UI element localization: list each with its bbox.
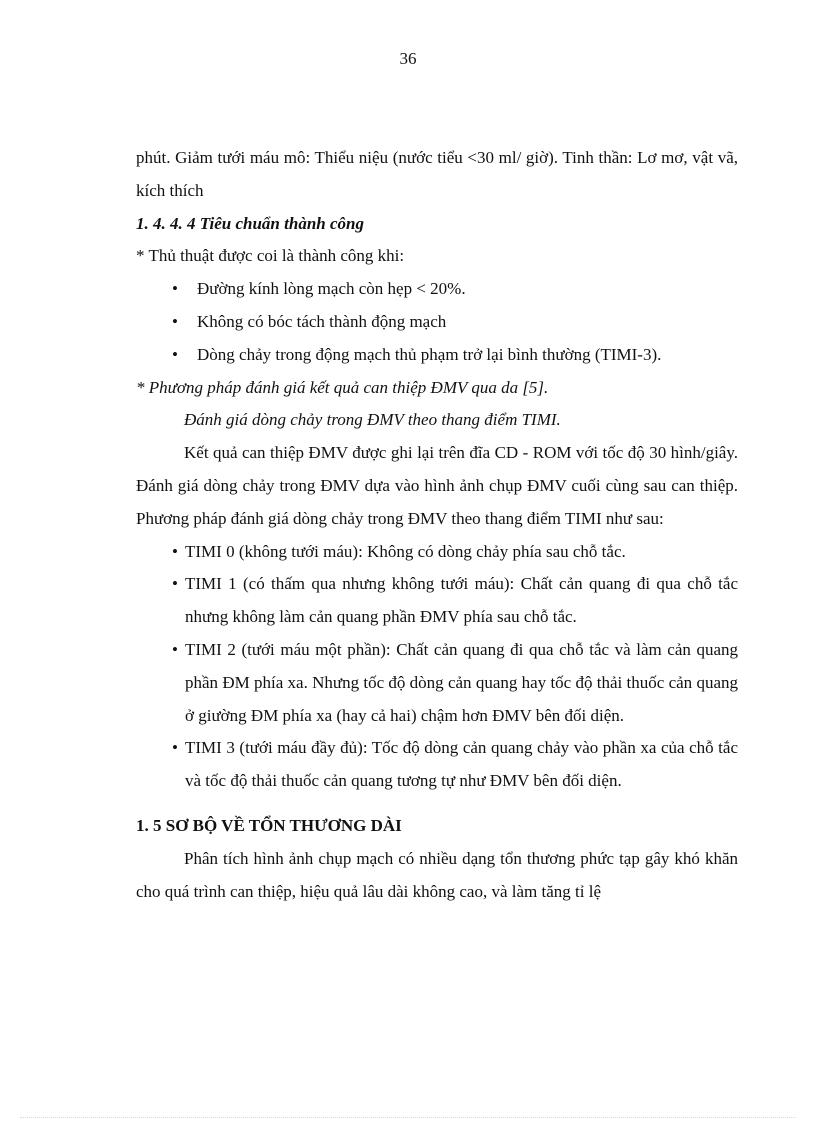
list-item: • TIMI 2 (tưới máu một phần): Chất cản quang đi qua chỗ tắc và làm cản quang phần ĐM phía xa. Nhưng tốc độ dòng cản quang hay tốc độ thải thuốc cản quang ở giường ĐM phía xa (hay cả hai) chậm hơn ĐMV bên đối diện. [172,634,738,732]
timi-grades-list [136,536,738,798]
success-criteria-list [136,273,738,371]
list-item: • Không có bóc tách thành động mạch [172,306,738,339]
timi-subtitle: Đánh giá dòng chảy trong ĐMV theo thang điểm TIMI. [184,410,561,430]
document-body [136,142,738,908]
timi-paragraph: Kết quả can thiệp ĐMV được ghi lại trên đĩa CD - ROM với tốc độ 30 hình/giây. Đánh giá dòng chảy trong ĐMV dựa vào hình ảnh chụp ĐMV cuối cùng sau can thiệp. Phương pháp đánh giá dòng chảy trong ĐMV theo thang điểm TIMI như sau: [136,443,738,528]
list-item: • Đường kính lòng mạch còn hẹp < 20%. [172,273,738,306]
section-heading-1-4-4-4: 1. 4. 4. 4 Tiêu chuẩn thành công [136,213,364,233]
page-number: 36 [399,49,417,68]
paragraph-continued: phút. Giảm tưới máu mô: Thiểu niệu (nước tiểu <30 ml/ giờ). Tinh thần: Lơ mơ, vật vã, kích thích [136,148,738,200]
footer-divider [20,1117,796,1118]
section-1-5-paragraph: Phân tích hình ảnh chụp mạch có nhiều dạng tổn thương phức tạp gây khó khăn cho quá trình can thiệp, hiệu quả lâu dài không cao, và làm tăng tỉ lệ [136,848,738,901]
list-item: • TIMI 1 (có thấm qua nhưng không tưới máu): Chất cản quang đi qua chỗ tắc nhưng không làm cản quang phần ĐMV phía sau chỗ tắc. [172,568,738,634]
method-note: * Phương pháp đánh giá kết quả can thiệp ĐMV qua da [5]. [136,377,549,397]
list-item: • TIMI 3 (tưới máu đầy đủ): Tốc độ dòng cản quang chảy vào phần xa của chỗ tắc và tốc độ thải thuốc cản quang tương tự như ĐMV bên đối diện. [172,732,738,798]
success-intro: * Thủ thuật được coi là thành công khi: [136,246,405,266]
list-item: • Dòng chảy trong động mạch thủ phạm trở lại bình thường (TIMI-3). [172,339,738,372]
section-heading-1-5: 1. 5 SƠ BỘ VỀ TỔN THƯƠNG DÀI [136,815,402,835]
list-item: • TIMI 0 (không tưới máu): Không có dòng chảy phía sau chỗ tắc. [172,536,738,569]
